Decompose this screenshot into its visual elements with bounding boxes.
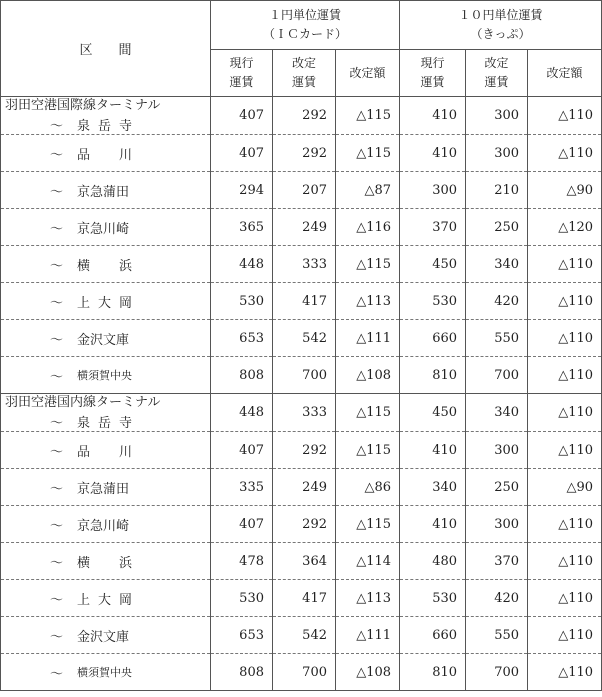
section-cell <box>1 654 211 691</box>
section-cell <box>1 246 211 283</box>
ic-current-fare: 407 <box>211 97 273 135</box>
table-row <box>1 394 602 432</box>
ticket-revised-fare: 340 <box>466 394 528 432</box>
destination <box>5 218 210 237</box>
ticket-current-fare: 410 <box>400 135 466 172</box>
ticket-revised-fare: 370 <box>466 543 528 580</box>
tilde-mark: ～ <box>49 332 63 348</box>
destination-name: 京急蒲田 <box>77 184 130 200</box>
ic-revised-fare: 417 <box>273 283 336 320</box>
ticket-current-fare: 340 <box>400 469 466 506</box>
ic-revised-fare: 364 <box>273 543 336 580</box>
destination-name: 品 川 <box>77 147 141 163</box>
ic-fare-diff: △113 <box>336 580 400 617</box>
table-row <box>1 580 602 617</box>
ticket-current-fare: 660 <box>400 617 466 654</box>
ticket-fare-diff: △110 <box>528 432 602 469</box>
ic-current-fare: 448 <box>211 394 273 432</box>
section-label: 区 間 <box>79 43 132 58</box>
ticket-fare-title: １０円単位運賃 <box>458 8 543 22</box>
ticket-fare-diff: △110 <box>528 97 602 135</box>
ic-fare-diff: △115 <box>336 246 400 283</box>
table-row <box>1 320 602 357</box>
ic-fare-diff: △108 <box>336 357 400 394</box>
destination-name: 京急川崎 <box>77 221 130 237</box>
destination <box>5 292 210 311</box>
ic-revised-fare: 700 <box>273 357 336 394</box>
ic-revised-fare: 333 <box>273 394 336 432</box>
table-row <box>1 97 602 135</box>
ticket-revised-fare: 250 <box>466 209 528 246</box>
ic-fare-diff: △115 <box>336 135 400 172</box>
ticket-fare-diff: △120 <box>528 209 602 246</box>
ic-fare-diff: △113 <box>336 283 400 320</box>
ticket-fare-diff: △90 <box>528 172 602 209</box>
destination-name: 金沢文庫 <box>77 629 130 645</box>
destination-name: 横須賀中央 <box>77 369 132 382</box>
ticket-current-fare: 810 <box>400 357 466 394</box>
ticket-fare-diff: △110 <box>528 617 602 654</box>
ticket-revised-fare: 250 <box>466 469 528 506</box>
ticket-revised-fare: 300 <box>466 135 528 172</box>
ticket-fare-diff: △110 <box>528 283 602 320</box>
ic-fare-title: １円単位運賃 <box>269 8 342 22</box>
section-cell <box>1 283 211 320</box>
section-header <box>1 1 211 97</box>
ic-current-fare: 530 <box>211 580 273 617</box>
ic-fare-diff: △115 <box>336 97 400 135</box>
table-row <box>1 654 602 691</box>
tilde-mark: ～ <box>49 518 63 534</box>
ic-revised-fare: 333 <box>273 246 336 283</box>
ticket-current-fare: 530 <box>400 580 466 617</box>
col-label: 現行 <box>420 56 445 70</box>
destination <box>5 329 210 348</box>
ic-revised-fare: 249 <box>273 209 336 246</box>
table-row <box>1 283 602 320</box>
col-label: 運賃 <box>291 75 316 89</box>
table-row <box>1 432 602 469</box>
ic-revised-fare: 292 <box>273 135 336 172</box>
col-label: 現行 <box>229 56 254 70</box>
ic-fare-subtitle: （ＩＣカード） <box>263 27 348 41</box>
destination <box>5 181 210 200</box>
ticket-revised-fare: 420 <box>466 283 528 320</box>
tilde-mark: ～ <box>49 416 63 431</box>
ic-fare-diff: △116 <box>336 209 400 246</box>
table-row <box>1 506 602 543</box>
destination <box>5 366 210 385</box>
ic-current-fare: 478 <box>211 543 273 580</box>
destination <box>5 412 210 431</box>
ticket-fare-subtitle: （きっぷ） <box>470 27 531 41</box>
section-cell <box>1 506 211 543</box>
ic-revised-fare: 292 <box>273 97 336 135</box>
tilde-mark: ～ <box>49 666 63 682</box>
ic-fare-diff: △115 <box>336 432 400 469</box>
table-row <box>1 135 602 172</box>
col-ticket-diff: 改定額 <box>528 50 602 97</box>
ic-current-fare: 530 <box>211 283 273 320</box>
col-label: 運賃 <box>484 75 509 89</box>
ticket-revised-fare: 300 <box>466 506 528 543</box>
ic-current-fare: 448 <box>211 246 273 283</box>
tilde-mark: ～ <box>49 592 63 608</box>
destination-name: 横 浜 <box>77 555 141 571</box>
table-row <box>1 469 602 506</box>
col-label: 改定 <box>484 56 509 70</box>
destination <box>5 115 210 134</box>
ticket-current-fare: 530 <box>400 283 466 320</box>
ic-current-fare: 653 <box>211 320 273 357</box>
ticket-revised-fare: 700 <box>466 654 528 691</box>
section-cell <box>1 135 211 172</box>
ticket-fare-diff: △110 <box>528 580 602 617</box>
tilde-mark: ～ <box>49 258 63 274</box>
destination-name: 泉岳寺 <box>77 119 141 134</box>
ticket-current-fare: 480 <box>400 543 466 580</box>
ic-current-fare: 407 <box>211 506 273 543</box>
ticket-revised-fare: 210 <box>466 172 528 209</box>
ic-fare-diff: △115 <box>336 394 400 432</box>
col-label: 改定 <box>291 56 316 70</box>
ticket-current-fare: 450 <box>400 246 466 283</box>
destination-name: 上大岡 <box>77 592 141 608</box>
ticket-current-fare: 450 <box>400 394 466 432</box>
ticket-fare-diff: △110 <box>528 506 602 543</box>
destination <box>5 663 210 682</box>
destination <box>5 441 210 460</box>
section-cell <box>1 617 211 654</box>
ic-revised-fare: 292 <box>273 432 336 469</box>
destination-name: 品 川 <box>77 444 141 460</box>
destination-name: 金沢文庫 <box>77 332 130 348</box>
ic-revised-fare: 207 <box>273 172 336 209</box>
ticket-fare-diff: △110 <box>528 246 602 283</box>
ic-fare-header <box>211 1 400 50</box>
section-cell <box>1 469 211 506</box>
ticket-revised-fare: 550 <box>466 617 528 654</box>
destination <box>5 255 210 274</box>
ticket-fare-diff: △110 <box>528 394 602 432</box>
ic-revised-fare: 292 <box>273 506 336 543</box>
ticket-current-fare: 810 <box>400 654 466 691</box>
col-ticket-current <box>400 50 466 97</box>
col-ic-current <box>211 50 273 97</box>
ic-revised-fare: 542 <box>273 320 336 357</box>
tilde-mark: ～ <box>49 184 63 200</box>
table-row <box>1 246 602 283</box>
section-cell <box>1 320 211 357</box>
ic-current-fare: 335 <box>211 469 273 506</box>
ic-fare-diff: △114 <box>336 543 400 580</box>
tilde-mark: ～ <box>49 147 63 163</box>
ic-fare-diff: △108 <box>336 654 400 691</box>
tilde-mark: ～ <box>49 369 63 385</box>
section-cell <box>1 394 211 432</box>
ticket-revised-fare: 300 <box>466 432 528 469</box>
ic-revised-fare: 700 <box>273 654 336 691</box>
section-cell <box>1 209 211 246</box>
ticket-fare-diff: △110 <box>528 543 602 580</box>
destination-name: 横須賀中央 <box>77 666 132 679</box>
tilde-mark: ～ <box>49 555 63 571</box>
ic-current-fare: 407 <box>211 135 273 172</box>
ticket-fare-diff: △110 <box>528 320 602 357</box>
ticket-current-fare: 370 <box>400 209 466 246</box>
ticket-revised-fare: 550 <box>466 320 528 357</box>
ic-current-fare: 653 <box>211 617 273 654</box>
ticket-fare-diff: △110 <box>528 654 602 691</box>
ic-revised-fare: 542 <box>273 617 336 654</box>
tilde-mark: ～ <box>49 295 63 311</box>
tilde-mark: ～ <box>49 444 63 460</box>
destination <box>5 478 210 497</box>
table-row <box>1 543 602 580</box>
ic-fare-diff: △86 <box>336 469 400 506</box>
destination-name: 上大岡 <box>77 295 141 311</box>
table-row <box>1 209 602 246</box>
destination <box>5 589 210 608</box>
tilde-mark: ～ <box>49 119 63 134</box>
ic-revised-fare: 249 <box>273 469 336 506</box>
ticket-revised-fare: 340 <box>466 246 528 283</box>
col-ic-revised <box>273 50 336 97</box>
ic-fare-diff: △87 <box>336 172 400 209</box>
ic-fare-diff: △115 <box>336 506 400 543</box>
destination <box>5 515 210 534</box>
ticket-revised-fare: 700 <box>466 357 528 394</box>
ticket-fare-diff: △110 <box>528 135 602 172</box>
ticket-revised-fare: 420 <box>466 580 528 617</box>
ticket-fare-diff: △110 <box>528 357 602 394</box>
table-row <box>1 357 602 394</box>
ticket-current-fare: 660 <box>400 320 466 357</box>
section-cell <box>1 580 211 617</box>
table-row <box>1 172 602 209</box>
col-label: 運賃 <box>229 75 254 89</box>
section-cell <box>1 357 211 394</box>
ic-current-fare: 808 <box>211 357 273 394</box>
ticket-fare-diff: △90 <box>528 469 602 506</box>
col-ic-diff: 改定額 <box>336 50 400 97</box>
col-ticket-revised <box>466 50 528 97</box>
section-cell <box>1 543 211 580</box>
tilde-mark: ～ <box>49 221 63 237</box>
destination <box>5 626 210 645</box>
ticket-current-fare: 410 <box>400 97 466 135</box>
ic-fare-diff: △111 <box>336 617 400 654</box>
destination-name: 泉岳寺 <box>77 416 141 431</box>
ticket-revised-fare: 300 <box>466 97 528 135</box>
section-cell <box>1 432 211 469</box>
ticket-current-fare: 300 <box>400 172 466 209</box>
destination-name: 横 浜 <box>77 258 141 274</box>
origin-label: 羽田空港国際線ターミナル <box>5 98 161 113</box>
destination <box>5 552 210 571</box>
ic-current-fare: 365 <box>211 209 273 246</box>
ticket-current-fare: 410 <box>400 432 466 469</box>
origin-label: 羽田空港国内線ターミナル <box>5 395 161 410</box>
tilde-mark: ～ <box>49 629 63 645</box>
destination <box>5 144 210 163</box>
ic-revised-fare: 417 <box>273 580 336 617</box>
section-cell <box>1 172 211 209</box>
destination-name: 京急蒲田 <box>77 481 130 497</box>
ic-current-fare: 294 <box>211 172 273 209</box>
section-cell <box>1 97 211 135</box>
ticket-fare-header <box>400 1 602 50</box>
ic-current-fare: 808 <box>211 654 273 691</box>
tilde-mark: ～ <box>49 481 63 497</box>
destination-name: 京急川崎 <box>77 518 130 534</box>
ic-current-fare: 407 <box>211 432 273 469</box>
col-label: 運賃 <box>420 75 445 89</box>
table-row <box>1 617 602 654</box>
ic-fare-diff: △111 <box>336 320 400 357</box>
ticket-current-fare: 410 <box>400 506 466 543</box>
